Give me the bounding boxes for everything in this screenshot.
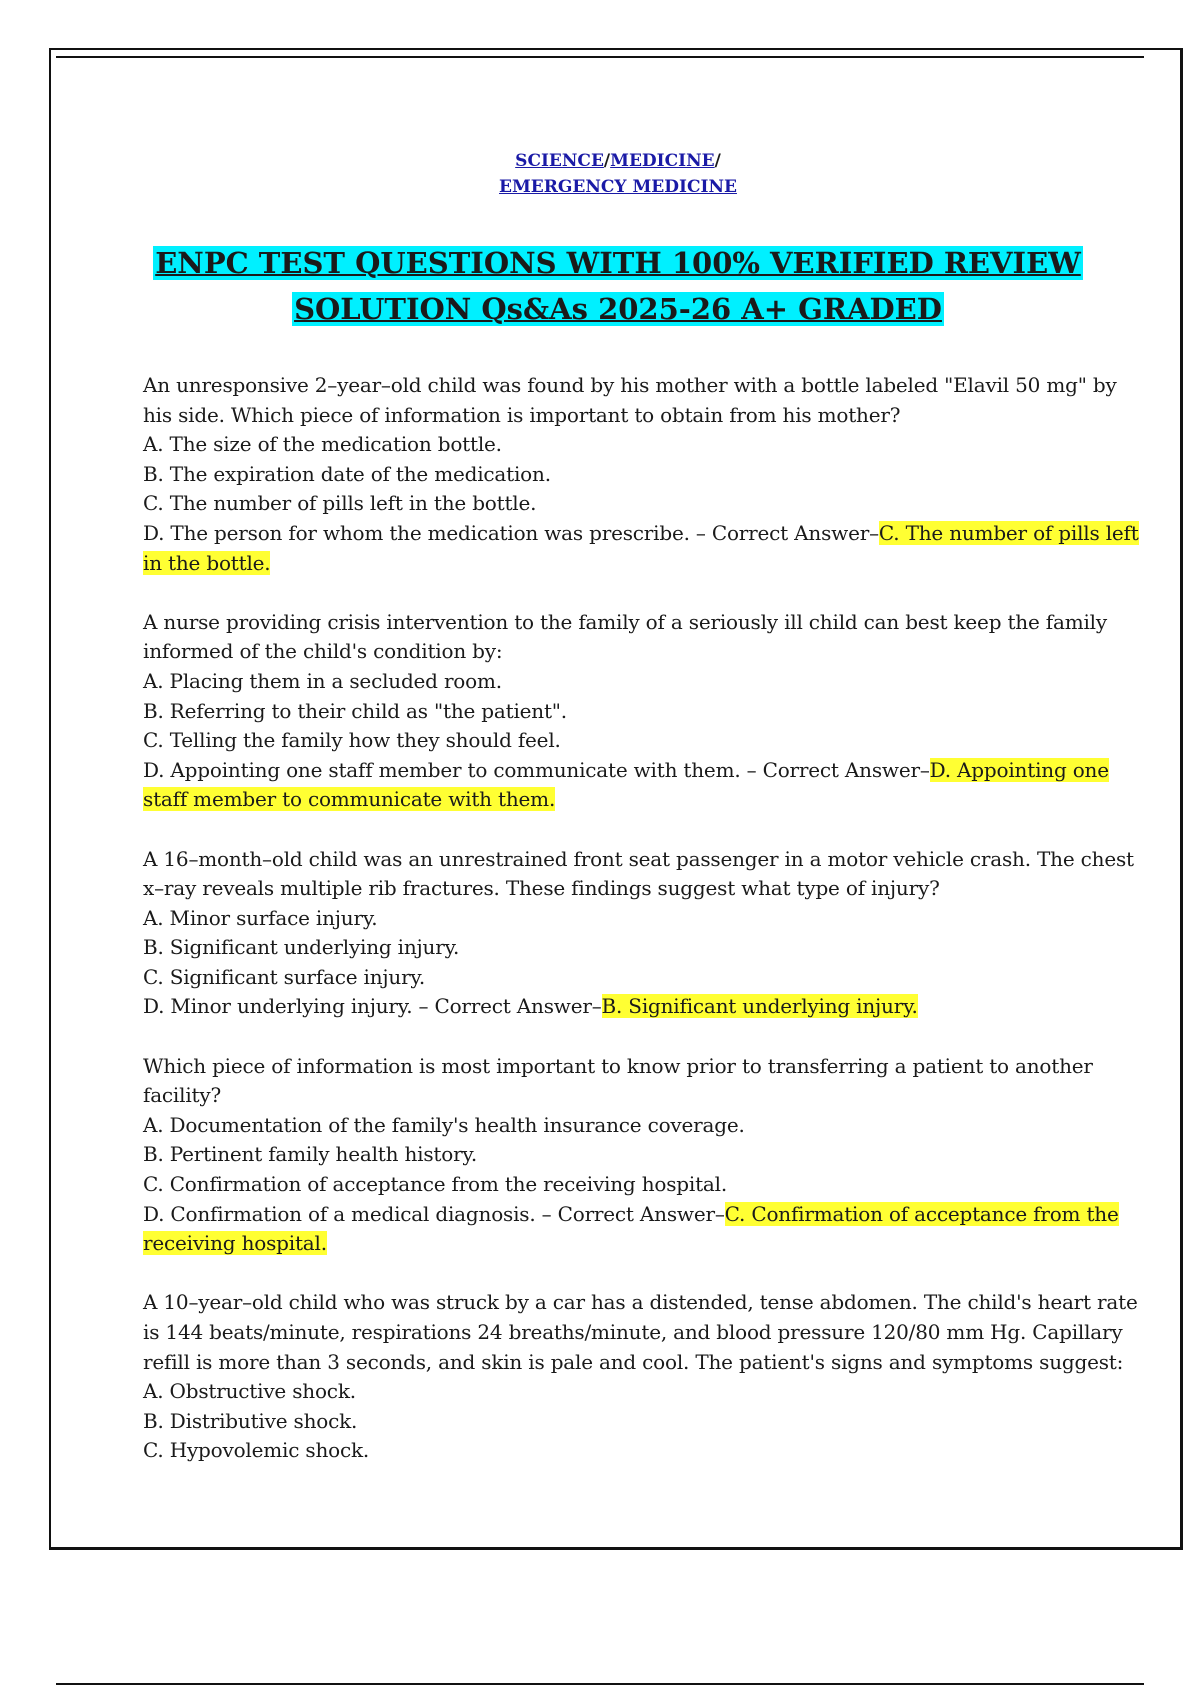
title-line-1: ENPC TEST QUESTIONS WITH 100% VERIFIED REVIEW: [155, 246, 1081, 280]
question-stem: An unresponsive 2–year–old child was found by his mother with a bottle labeled "Elavil 50 mg" by his side. Which piece of information is important to obtain from his mother?: [143, 373, 1117, 427]
question-stem: A 10–year–old child who was struck by a car has a distended, tense abdomen. The child's heart rate is 144 beats/minute, respirations 24 breaths/minute, and blood pressure 120/80 mm Hg. Capillary refill is more than 3 seconds, and skin is pale and cool. The patient's signs and symptoms suggest:: [143, 1290, 1138, 1374]
option-d: D. Appointing one staff member to communicate with them.: [143, 757, 741, 782]
option-d-with-answer: [143, 1200, 1143, 1259]
footer-rule: [56, 1683, 1144, 1685]
breadcrumb-link-emergency-medicine[interactable]: EMERGENCY MEDICINE: [499, 177, 737, 197]
option-c: C. The number of pills left in the bottle.: [143, 491, 537, 516]
question-block: [143, 1052, 1143, 1259]
answer-prefix: – Correct Answer–: [412, 994, 602, 1019]
option-d: D. The person for whom the medication was prescribe.: [143, 520, 690, 545]
question-block: [143, 608, 1143, 815]
option-b: B. Distributive shock.: [143, 1408, 358, 1433]
option-c: C. Hypovolemic shock.: [143, 1438, 370, 1463]
option-b: B. Pertinent family health history.: [143, 1142, 478, 1167]
option-c: C. Significant surface injury.: [143, 964, 426, 989]
question-stem: A nurse providing crisis intervention to the family of a seriously ill child can best keep the family informed of the child's condition by:: [143, 609, 1107, 664]
option-d: D. Confirmation of a medical diagnosis.: [143, 1201, 536, 1226]
breadcrumb: [51, 148, 1183, 200]
option-d: D. Minor underlying injury.: [143, 994, 413, 1019]
breadcrumb-separator: /: [714, 151, 721, 171]
option-a: A. The size of the medication bottle.: [143, 432, 502, 457]
option-c: C. Confirmation of acceptance from the receiving hospital.: [143, 1172, 727, 1197]
option-a: A. Obstructive shock.: [143, 1379, 356, 1404]
question-block: [143, 1288, 1143, 1466]
answer-prefix: – Correct Answer–: [535, 1201, 725, 1226]
correct-answer: C. The number of pills left in the bottle.: [143, 520, 1139, 575]
option-a: A. Documentation of the family's health insurance coverage.: [143, 1112, 745, 1137]
document-page: [49, 48, 1183, 1550]
option-c: C. Telling the family how they should feel.: [143, 728, 561, 753]
questions-list: [143, 371, 1143, 1496]
question-stem: A 16–month–old child was an unrestrained front seat passenger in a motor vehicle crash. The chest x–ray reveals multiple rib fractures. These findings suggest what type of injury?: [143, 846, 1134, 901]
breadcrumb-link-medicine[interactable]: MEDICINE: [610, 151, 715, 171]
breadcrumb-link-science[interactable]: SCIENCE: [515, 151, 604, 171]
correct-answer: D. Appointing one staff member to communicate with them.: [143, 757, 1109, 812]
question-block: [143, 845, 1143, 1023]
correct-answer: C. Confirmation of acceptance from the receiving hospital.: [143, 1201, 1119, 1256]
title-line-2: SOLUTION Qs&As 2025-26 A+ GRADED: [294, 292, 942, 326]
breadcrumb-separator: /: [603, 151, 611, 171]
option-b: B. Significant underlying injury.: [143, 935, 460, 960]
correct-answer: B. Significant underlying injury.: [601, 994, 918, 1019]
option-b: B. The expiration date of the medication.: [143, 461, 551, 486]
answer-prefix: – Correct Answer–: [740, 757, 930, 782]
option-d-with-answer: [143, 992, 1143, 1022]
option-a: A. Placing them in a secluded room.: [143, 668, 502, 693]
question-block: [143, 371, 1143, 578]
option-d-with-answer: [143, 519, 1143, 578]
question-stem: Which piece of information is most important to know prior to transferring a patient to another facility?: [143, 1053, 1093, 1108]
option-a: A. Minor surface injury.: [143, 905, 378, 930]
option-b: B. Referring to their child as "the patient".: [143, 698, 567, 723]
document-title: [51, 240, 1183, 332]
option-d-with-answer: [143, 756, 1143, 815]
answer-prefix: – Correct Answer–: [689, 520, 879, 545]
